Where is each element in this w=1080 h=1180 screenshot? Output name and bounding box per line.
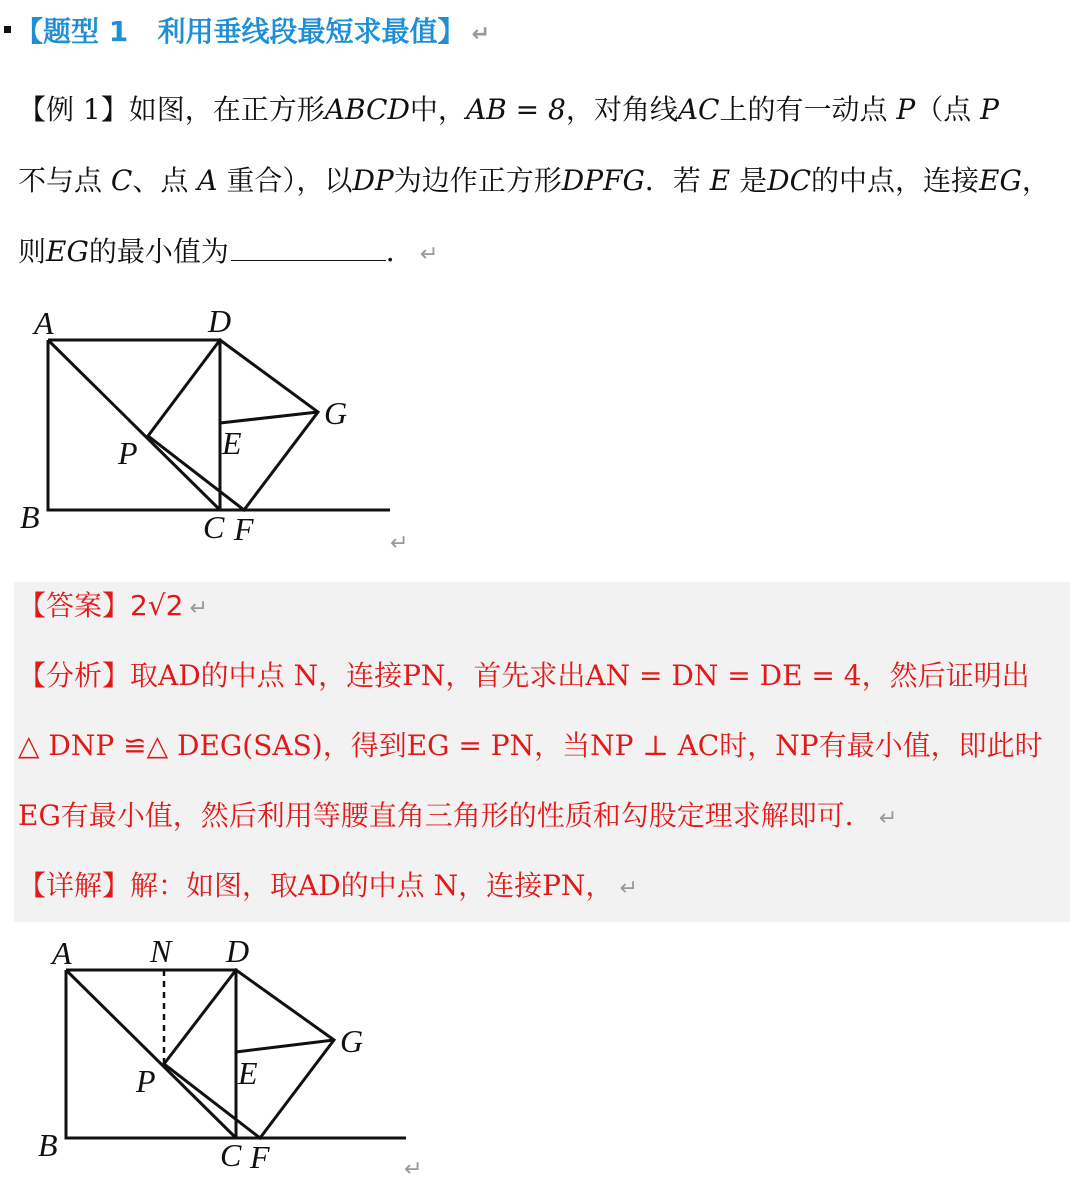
- title-spacer: [128, 15, 157, 48]
- math-c: C: [110, 164, 133, 197]
- text-fragment: ，对角线: [565, 93, 678, 126]
- example-prefix: 【例 1】如图，在正方形: [18, 93, 325, 126]
- label-g: G: [324, 395, 348, 431]
- section-title: [4, 12, 490, 55]
- text-fragment: （点: [915, 93, 972, 126]
- label-p: P: [136, 1063, 156, 1099]
- title-bracket-close: 】: [437, 15, 466, 48]
- paragraph-mark-icon: ↵: [390, 531, 409, 556]
- text-fragment: 则: [18, 235, 47, 268]
- diagonal-ac: [48, 340, 220, 510]
- square-dpfg: [164, 970, 334, 1138]
- paragraph-mark-icon: ↵: [878, 806, 898, 831]
- detail-label: 【详解】: [18, 869, 131, 902]
- text-fragment: ．若: [644, 164, 701, 197]
- title-type-label: 题型 1: [43, 15, 129, 48]
- paragraph-mark-icon: ↵: [619, 876, 638, 901]
- analysis-line-3: [18, 796, 897, 839]
- math-ab-eq: AB = 8: [465, 93, 566, 126]
- paragraph-mark-icon: ↵: [471, 22, 490, 47]
- title-bracket-open: 【: [15, 15, 44, 48]
- label-b: B: [38, 1127, 58, 1163]
- math-dpfg: DPFG: [561, 164, 645, 197]
- paragraph-mark-icon: ↵: [404, 1157, 423, 1180]
- label-f: F: [250, 1139, 270, 1175]
- text-fragment: 中，: [409, 93, 466, 126]
- label-b: B: [20, 499, 40, 535]
- analysis-line-1: [18, 656, 1030, 696]
- example-line-2: [18, 161, 1050, 201]
- text-fragment: 为边作正方形: [393, 164, 562, 197]
- label-p: P: [118, 435, 138, 471]
- segment-eg: [220, 412, 318, 423]
- math-abcd: ABCD: [324, 93, 410, 126]
- text-fragment: 不与点: [18, 164, 103, 197]
- text-fragment: ，: [1021, 164, 1050, 197]
- text-fragment: 、点: [132, 164, 189, 197]
- label-e: E: [238, 1055, 258, 1091]
- text-fragment: ．: [385, 235, 414, 268]
- answer-blank: [231, 232, 386, 261]
- label-f: F: [234, 511, 254, 547]
- paragraph-mark-icon: ↵: [419, 242, 439, 267]
- math-p: P: [980, 93, 1000, 126]
- label-c: C: [203, 509, 225, 545]
- math-eg: EG: [979, 164, 1022, 197]
- geometry-figure-2: [0, 928, 440, 1180]
- text-fragment: 的最小值为: [88, 235, 229, 268]
- diagonal-ac: [66, 970, 236, 1138]
- answer-line: [18, 586, 208, 629]
- geometry-figure-1: [0, 296, 440, 566]
- label-g: G: [340, 1023, 364, 1059]
- text-fragment: 上的有一动点: [719, 93, 888, 126]
- label-d: D: [226, 933, 250, 969]
- answer-value: 2√2: [130, 589, 184, 622]
- math-dc: DC: [767, 164, 812, 197]
- label-c: C: [220, 1137, 242, 1173]
- label-d: D: [208, 303, 232, 339]
- title-topic: 利用垂线段最短求最值: [157, 15, 438, 48]
- analysis-text: 取AD的中点 N，连接PN，首先求出AN = DN = DE = 4，然后证明出: [130, 659, 1030, 692]
- answer-label: 【答案】: [18, 589, 131, 622]
- math-p: P: [896, 93, 916, 126]
- text-fragment: 的中点，连接: [811, 164, 980, 197]
- example-line-1: [18, 90, 999, 130]
- analysis-text: EG有最小值，然后利用等腰直角三角形的性质和勾股定理求解即可．: [18, 799, 873, 832]
- label-e: E: [222, 425, 242, 461]
- detail-line: [18, 866, 638, 909]
- math-e: E: [709, 164, 731, 197]
- detail-text: 解：如图，取AD的中点 N，连接PN，: [130, 869, 614, 902]
- analysis-line-2: [18, 726, 1043, 766]
- analysis-label: 【分析】: [18, 659, 131, 692]
- bullet-icon: [4, 26, 11, 33]
- math-eg: EG: [46, 235, 89, 268]
- analysis-text: △ DNP ≌△ DEG(SAS)，得到EG = PN，当NP ⊥ AC时，NP有最小值，即此时: [18, 729, 1043, 762]
- math-a: A: [197, 164, 218, 197]
- paragraph-mark-icon: ↵: [189, 596, 208, 621]
- label-a: A: [52, 935, 72, 971]
- text-fragment: 是: [739, 164, 768, 197]
- label-a: A: [34, 305, 54, 341]
- segment-eg: [236, 1040, 334, 1052]
- label-n: N: [150, 933, 172, 969]
- example-line-3: [18, 232, 438, 275]
- math-dp: DP: [352, 164, 394, 197]
- text-fragment: 重合），以: [226, 164, 353, 197]
- math-ac: AC: [677, 93, 720, 126]
